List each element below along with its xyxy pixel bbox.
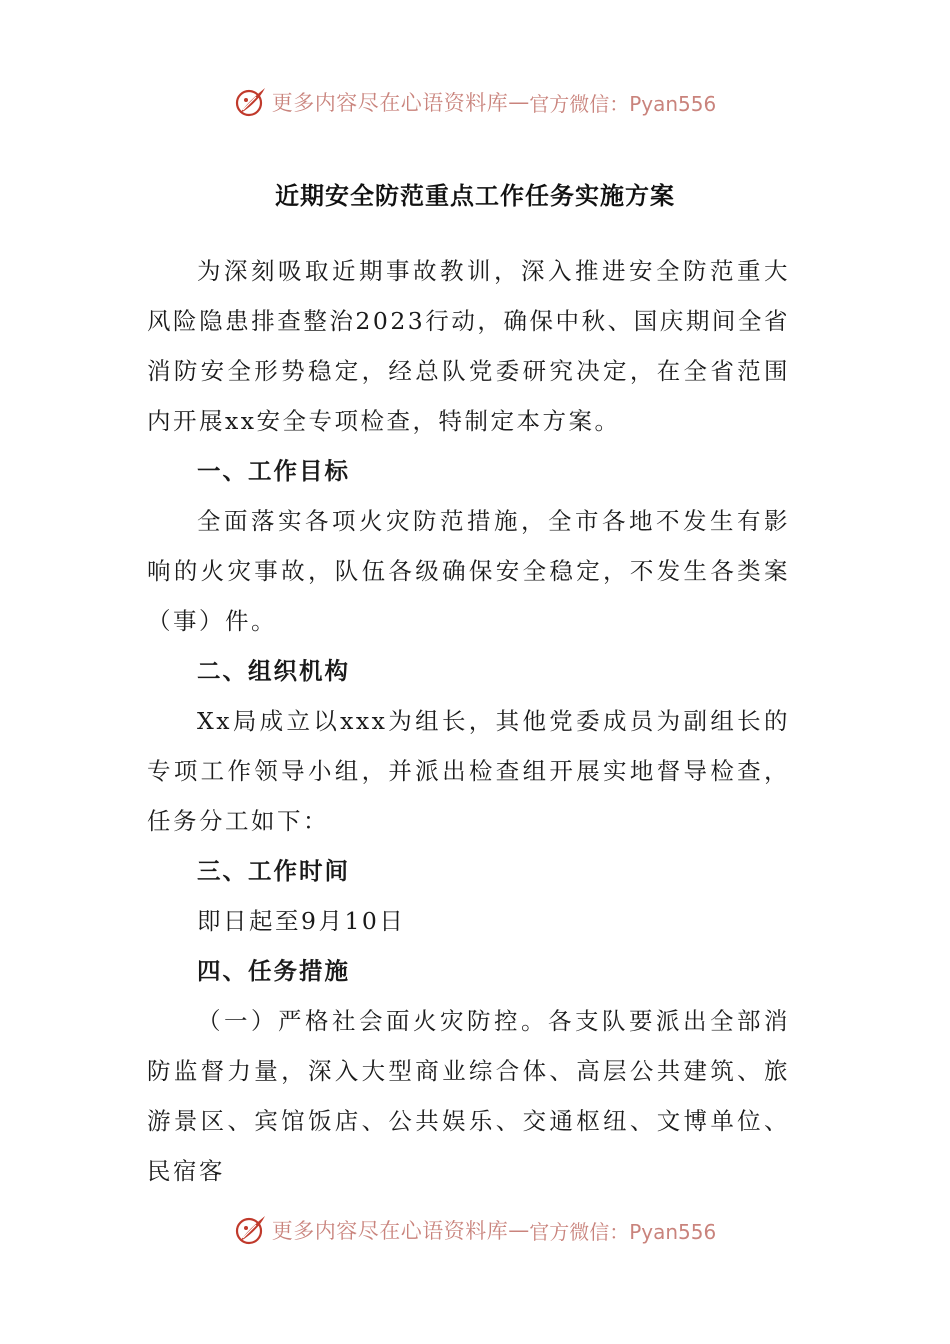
intro-paragraph: 为深刻吸取近期事故教训，深入推进安全防范重大风险隐患排查整治2023行动，确保中秋、国庆期间全省消防安全形势稳定，经总队党委研究决定，在全省范围内开展xx安全专项检查，特制定本方案。 [147,257,790,435]
banner-contact: 官方微信：Pyan556 [529,1219,717,1244]
section-body-goals: 全面落实各项火灾防范措施，全市各地不发生有影响的火灾事故，队伍各级确保安全稳定，不发生各类案（事）件。 [147,507,790,635]
banner-dash: — [508,90,530,114]
banner-contact: 官方微信：Pyan556 [529,91,717,116]
section-heading-goals: 一、工作目标 [197,457,350,485]
document-title: 近期安全防范重点工作任务实施方案 [275,182,675,210]
section-body-measures: （一）严格社会面火灾防控。各支队要派出全部消防监督力量，深入大型商业综合体、高层公共建筑、旅游景区、宾馆饭店、公共娱乐、交通枢纽、文博单位、民宿客 [147,1007,790,1185]
document-body [147,246,790,1196]
section-body-organization: Xx局成立以xxx为组长，其他党委成员为副组长的专项工作领导小组，并派出检查组开展实地督导检查，任务分工如下： [147,707,790,835]
quill-pen-logo-icon [234,85,268,119]
section-heading-schedule: 三、工作时间 [197,857,350,885]
header-watermark-banner [0,82,950,122]
footer-watermark-banner [0,1210,950,1250]
quill-pen-logo-icon [234,1213,268,1247]
section-heading-organization: 二、组织机构 [197,657,350,685]
section-body-schedule: 即日起至9月10日 [197,907,406,935]
banner-dash: — [508,1218,530,1242]
banner-text: 更多内容尽在心语资料库 [271,1219,509,1243]
section-heading-measures: 四、任务措施 [197,957,350,985]
banner-text: 更多内容尽在心语资料库 [271,91,509,115]
